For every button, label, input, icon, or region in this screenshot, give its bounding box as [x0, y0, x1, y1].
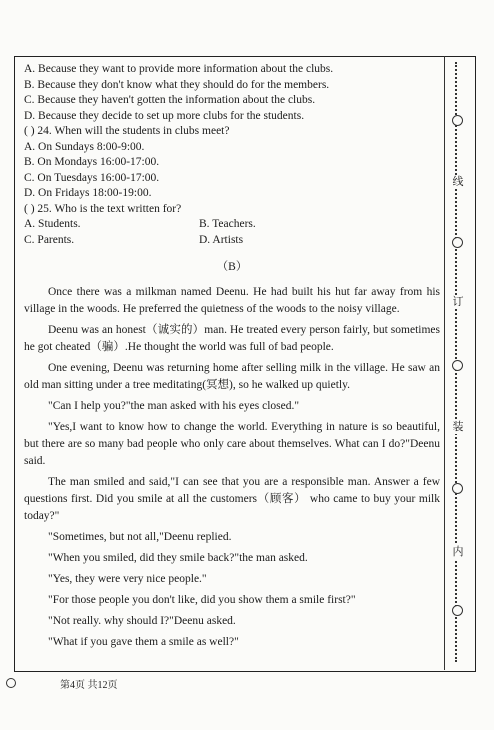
passage-dialog: "Sometimes, but not all,"Deenu replied.	[48, 530, 232, 543]
q25-options-row-1	[24, 217, 440, 233]
q25-option-c: C. Parents.	[24, 233, 75, 246]
punch-hole-icon	[6, 678, 16, 688]
binding-circle	[452, 605, 463, 616]
binding-label-line: 线	[452, 176, 464, 188]
q24-option-a: A. On Sundays 8:00-9:00.	[24, 140, 145, 153]
passage-paragraph: Once there was a milkman named Deenu. He had built his hut far away from his village in the woods. He preferred the quietness of the woods to the noisy village.	[24, 285, 440, 315]
binding-circle	[452, 360, 463, 371]
passage-dialog: "What if you gave them a smile as well?"	[48, 635, 239, 648]
binding-label-pack: 装	[452, 421, 464, 433]
binding-circle	[452, 115, 463, 126]
passage-dialog: "When you smiled, did they smile back?"the man asked.	[48, 551, 308, 564]
q23-option-a: A. Because they want to provide more information about the clubs.	[24, 63, 334, 75]
q25-stem: ( ) 25. Who is the text written for?	[24, 202, 182, 215]
passage-paragraph: The man smiled and said,"I can see that you are a responsible man. Answer a few questions first. Did you smile at all the customers（顾客） who came to buy your milk today?"	[24, 475, 440, 522]
binding-circle	[452, 483, 463, 494]
q23-option-d: D. Because they decide to set up more clubs for the students.	[24, 109, 305, 122]
exam-content	[24, 62, 440, 655]
passage-dialog: "Yes, they were very nice people."	[48, 572, 207, 585]
q25-option-b: B. Teachers.	[199, 218, 256, 230]
binding-circle	[452, 237, 463, 248]
section-title: （B）	[216, 261, 248, 273]
q23-option-b: B. Because they don't know what they should do for the members.	[24, 78, 330, 91]
frame-bottom-border	[14, 671, 476, 672]
passage-paragraph: One evening, Deenu was returning home after selling milk in the village. He saw an old man sitting under a tree meditating(冥想), so he walked up quietly.	[24, 361, 440, 391]
binding-label-bind: 订	[452, 296, 464, 308]
q25-options-row-2	[24, 233, 440, 249]
binding-label-inner: 内	[452, 546, 464, 558]
page-number: 第4页 共12页	[60, 680, 118, 691]
passage-dialog: "Can I help you?"the man asked with his eyes closed."	[48, 399, 300, 412]
passage-paragraph: "Yes,I want to know how to change the world. Everything in nature is so beautiful, but there are so many bad people who only care about themselves. What can I do?"Deenu said.	[24, 420, 440, 467]
passage-dialog: "Not really. why should I?"Deenu asked.	[48, 614, 236, 627]
frame-right-border	[475, 56, 476, 672]
passage-paragraph: Deenu was an honest（诚实的）man. He treated every person fairly, but sometimes he got cheated（骗）.He thought the world was full of bad people.	[24, 323, 440, 353]
passage-dialog: "For those people you don't like, did you show them a smile first?"	[48, 593, 356, 606]
q25-option-a: A. Students.	[24, 218, 81, 230]
frame-left-border	[14, 56, 15, 672]
q24-option-c: C. On Tuesdays 16:00-17:00.	[24, 171, 160, 184]
q24-option-d: D. On Fridays 18:00-19:00.	[24, 187, 152, 199]
q24-option-b: B. On Mondays 16:00-17:00.	[24, 156, 160, 168]
q24-stem: ( ) 24. When will the students in clubs meet?	[24, 125, 230, 137]
frame-top-border	[14, 56, 476, 57]
q25-option-d: D. Artists	[199, 233, 244, 246]
q23-option-c: C. Because they haven't gotten the information about the clubs.	[24, 94, 316, 106]
